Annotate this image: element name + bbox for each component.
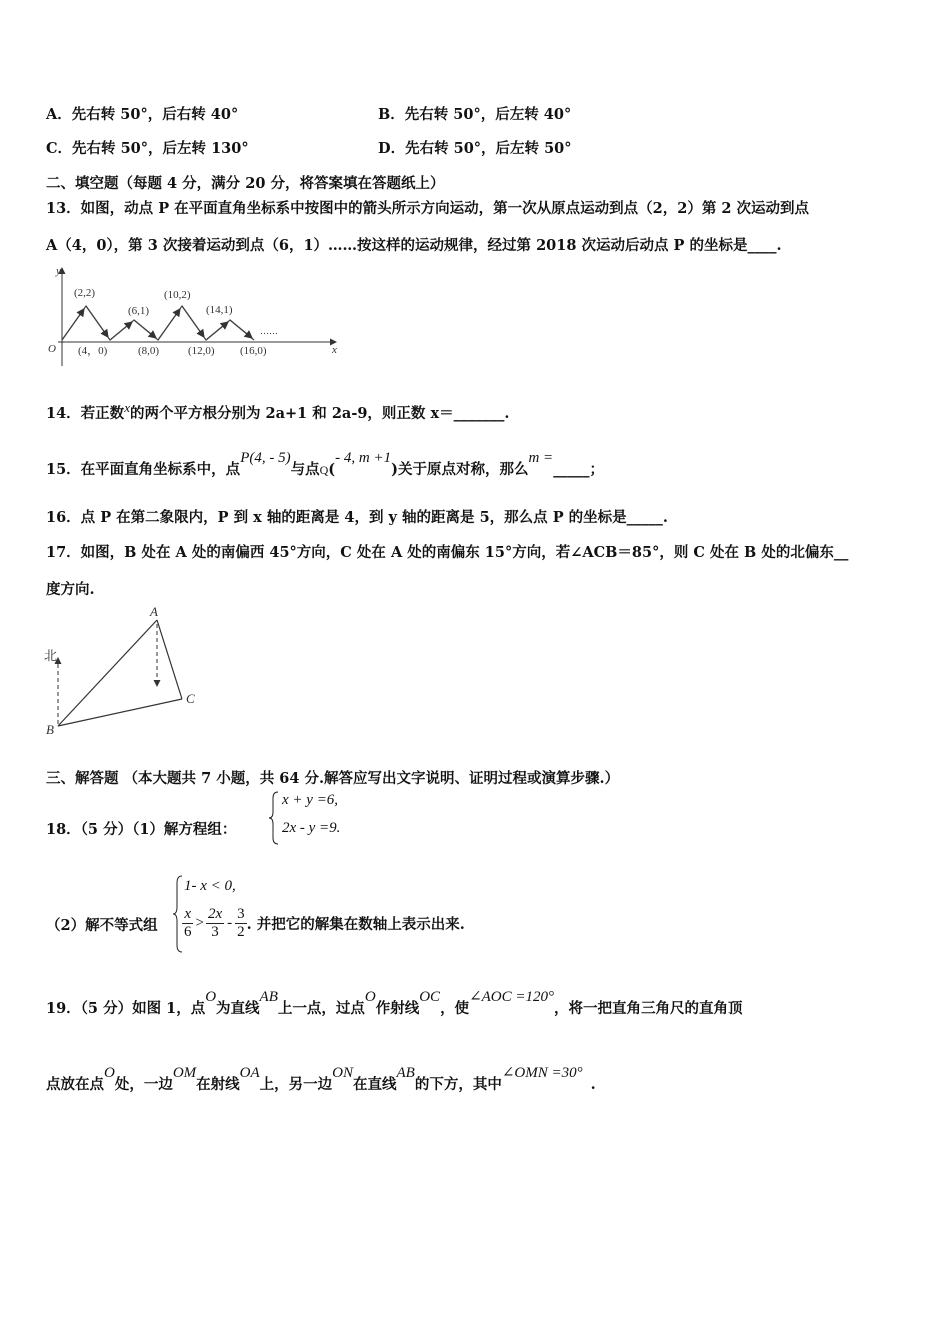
q18-part2 [46,872,566,956]
q18-eq1: x + y =6, [282,792,339,808]
brace-icon [268,790,280,846]
math-oc: OC [419,989,441,1005]
side-ac [157,620,182,699]
option-d: D．先右转 50°，后左转 50° [378,140,572,157]
bottom-label: (16,0) [240,345,267,357]
q15-post2: _____； [553,461,604,478]
q18-system [268,790,388,846]
top-label: (6,1) [128,305,150,317]
side-ab [58,620,157,726]
q19-line2: 点放在点O处，一边OM在射线OA上，另一边ON在直线AB的下方，其中∠OMN =30°. [46,1065,596,1093]
option-c: C．先右转 50°，后左转 130° [46,140,249,157]
section2-title: 二、填空题（每题 4 分，满分 20 分，将答案填在答题纸上） [46,175,445,192]
x-label: x [332,344,337,356]
math-o: O [364,989,376,1005]
top-label: (10,2) [164,289,191,301]
dots: …… [260,326,278,336]
top-label: (14,1) [206,304,233,316]
section3-title: 三、解答题 （本大题共 7 小题，共 64 分.解答应写出文字说明、证明过程或演算步骤.） [46,770,620,787]
q14-pre: 14．若正数 [46,405,125,422]
q13-line2: A（4，0），第 3 次接着运动到点（6，1）……按这样的运动规律，经过第 2018 次运动后动点 P 的坐标是____. [46,237,782,254]
math-on: ON [332,1065,354,1081]
q18-part2-label: （2）解不等式组 [46,917,158,934]
y-label: y [56,265,61,277]
q15-pre: 15．在平面直角坐标系中，点 [46,461,241,478]
q16: 16．点 P 在第二象限内，P 到 x 轴的距离是 4，到 y 轴的距离是 5，那么点 P 的坐标是_____. [46,509,668,526]
math-om: OM [172,1065,197,1081]
label-c: C [186,691,195,706]
side-bc [58,699,182,726]
bottom-label: (8,0) [138,345,160,357]
q19-line1: 19．（5 分）如图 1，点O为直线AB上一点，过点O作射线OC，使∠AOC =120°，将一把直角三角尺的直角顶 [46,989,743,1017]
bottom-label: (4，0) [78,345,108,357]
q15-post1: )关于原点对称，那么 [391,461,529,478]
q15-mid: 与点 [290,461,320,478]
north-label: 北 [44,648,58,663]
q13-line1: 13．如图，动点 P 在平面直角坐标系中按图中的箭头所示方向运动，第一次从原点运动到点（2，2）第 2 次运动到点 [46,200,810,217]
q14 [46,402,509,423]
q18-eq2: 2x - y =9. [282,820,341,836]
q14-post: 的两个平方根分别为 2a+1 和 2a-9，则正数 x＝_______. [129,405,510,422]
frac-2x-3: $\frac{2x}{3}$ [207,906,223,941]
q14-var: x [124,400,130,415]
math-o: O [205,989,217,1005]
q15-paren: ( [328,461,336,478]
q15-point-p: P(4, - 5) [240,450,291,466]
label-b: B [46,722,54,737]
option-a: A．先右转 50°，后右转 40° [46,106,239,123]
frac-3-2: $\frac{3}{2}$ [237,906,245,941]
q18-ineq2: $\frac{x}{6}$ > $\frac{2x}{3}$ - $\frac{3}{2}$ . 并把它的解集在数轴上表示出来. [184,906,465,941]
q17-line1: 17．如图，B 处在 A 处的南偏西 45°方向，C 处在 A 处的南偏东 15°方向，若∠ACB＝85°，则 C 处在 B 处的北偏东__ [46,544,849,561]
q17-figure [40,600,210,740]
option-b: B．先右转 50°，后左转 40° [378,106,572,123]
top-label: (2,2) [74,287,96,299]
q13-figure [44,262,344,370]
q15-q-coords: - 4, m +1 [335,450,392,466]
math-ab: AB [259,989,278,1005]
q18-part2-post: . 并把它的解集在数轴上表示出来. [246,916,465,934]
q18-ineq1: 1- x < 0, [184,878,236,894]
q18-part1: 18．（5 分）（1）解方程组： [46,821,237,838]
math-ab: AB [396,1065,415,1081]
math-oa: OA [239,1065,260,1081]
q15-q: Q [319,463,329,477]
frac-x-6: $\frac{x}{6}$ [184,906,192,941]
q15-m-eq: m = [528,450,554,466]
math-o: O [104,1065,115,1081]
math-angle-omn: ∠OMN =30° [501,1065,583,1081]
q15 [46,450,604,479]
label-a: A [150,604,158,619]
origin-label: O [48,343,56,355]
bottom-label: (12,0) [188,345,215,357]
math-angle-aoc: ∠AOC =120° [469,989,555,1005]
q17-line2: 度方向. [46,581,95,598]
